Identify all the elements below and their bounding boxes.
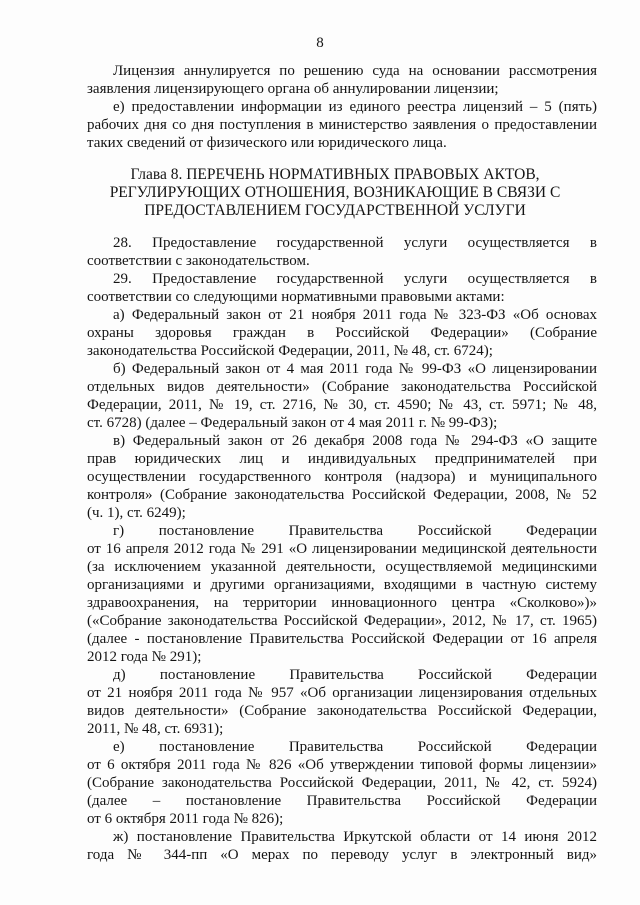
text-line: (ч. 1), ст. 6249); [87, 505, 186, 521]
text-line: от 6 октября 2011 года № 826 «Об утверждении типовой формы лицензии» [87, 757, 597, 773]
text-line: прав юридических лиц и индивидуальных предпринимателей при [87, 451, 597, 467]
text-line: в) Федеральный закон от 26 декабря 2008 года № 294-ФЗ «О защите [113, 433, 597, 449]
text-line: здравоохранения, на территории инновационного центра «Сколково»)» [87, 595, 597, 611]
text-line: е) предоставлении информации из единого реестра лицензий – 5 (пять) [113, 99, 597, 115]
text-line: контроля» (Собрание законодательства Российской Федерации, 2008, № 52 [87, 487, 597, 503]
text-line: (Собрание законодательства Российской Федерации, 2011, № 42, ст. 5924) [87, 775, 597, 791]
text-line: года № 344-пп «О мерах по переводу услуг в электронный вид» [87, 847, 597, 863]
text-line: соответствии с законодательством. [87, 253, 310, 269]
text-line: законодательства Российской Федерации, 2011, № 48, ст. 6724); [87, 343, 493, 359]
text-line: е) постановление Правительства Российской Федерации [113, 739, 597, 755]
text-line: Федерации, 2011, № 19, ст. 2716, № 30, ст. 4590; № 43, ст. 5971; № 48, [87, 397, 597, 413]
text-line: заявления лицензирующего органа об аннулировании лицензии; [87, 81, 499, 97]
page-number: 8 [316, 35, 324, 51]
text-line: г) постановление Правительства Российской Федерации [113, 523, 597, 539]
text-line: (за исключением указанной деятельности, осуществляемой медицинскими [87, 559, 597, 575]
text-line: б) Федеральный закон от 4 мая 2011 года № 99-ФЗ «О лицензировании [113, 361, 597, 377]
text-line: таких сведений от физического или юридического лица. [87, 135, 447, 151]
text-line: от 21 ноября 2011 года № 957 «Об организации лицензирования отдельных [87, 685, 597, 701]
text-line: ж) постановление Правительства Иркутской области от 14 июня 2012 [113, 829, 597, 845]
text-line: 29. Предоставление государственной услуги осуществляется в [113, 271, 597, 287]
text-line: видов деятельности» (Собрание законодательства Российской Федерации, [87, 703, 597, 719]
text-line: 28. Предоставление государственной услуги осуществляется в [113, 235, 597, 251]
text-line: отдельных видов деятельности» (Собрание законодательства Российской [87, 379, 597, 395]
text-line: 2011, № 48, ст. 6931); [87, 721, 224, 737]
text-line: а) Федеральный закон от 21 ноября 2011 года № 323-ФЗ «Об основах [113, 307, 597, 323]
text-line: (далее - постановление Правительства Российской Федерации от 16 апреля [87, 631, 597, 647]
text-line: («Собрание законодательства Российской Федерации», 2012, № 17, ст. 1965) [87, 613, 597, 629]
text-line: соответствии со следующими нормативными правовыми актами: [87, 289, 505, 305]
text-line: рабочих дня со дня поступления в министерство заявления о предоставлении [87, 117, 597, 133]
text-line: от 16 апреля 2012 года № 291 «О лицензировании медицинской деятельности [87, 541, 597, 557]
text-line: 2012 года № 291); [87, 649, 202, 665]
text-line: организациями и другими организациями, входящими в частную систему [87, 577, 597, 593]
text-line: ст. 6728) (далее – Федеральный закон от 4 мая 2011 г. № 99-ФЗ); [87, 415, 498, 431]
text-line: д) постановление Правительства Российской Федерации [113, 667, 597, 683]
chapter-heading-line: Глава 8. ПЕРЕЧЕНЬ НОРМАТИВНЫХ ПРАВОВЫХ АКТОВ, [130, 166, 540, 183]
text-line: (далее – постановление Правительства Российской Федерации [87, 793, 597, 809]
chapter-heading-line: ПРЕДОСТАВЛЕНИЕМ ГОСУДАРСТВЕННОЙ УСЛУГИ [144, 202, 526, 219]
text-line: осуществлении государственного контроля (надзора) и муниципального [87, 469, 597, 485]
text-line: от 6 октября 2011 года № 826); [87, 811, 284, 827]
chapter-heading-line: РЕГУЛИРУЮЩИХ ОТНОШЕНИЯ, ВОЗНИКАЮЩИЕ В СВЯЗИ С [109, 184, 561, 201]
text-line: охраны здоровья граждан в Российской Федерации» (Собрание [87, 325, 597, 341]
text-line: Лицензия аннулируется по решению суда на основании рассмотрения [113, 63, 597, 79]
